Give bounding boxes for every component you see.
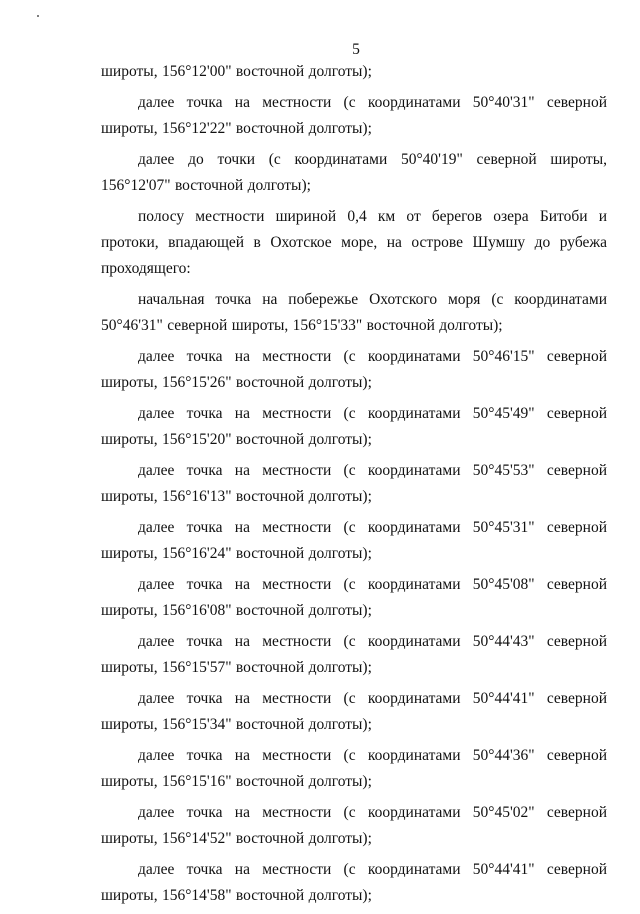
paragraph: далее точка на местности (с координатами 50°45'02" северной широты, 156°14'52" восточной долготы); — [101, 804, 607, 847]
paragraph: далее точка на местности (с координатами 50°44'41" северной широты, 156°15'34" восточной долготы); — [101, 690, 607, 733]
paragraph: далее точка на местности (с координатами 50°45'08" северной широты, 156°16'08" восточной долготы); — [101, 576, 607, 619]
paragraph: далее точка на местности (с координатами 50°45'31" северной широты, 156°16'24" восточной долготы); — [101, 519, 607, 562]
paragraph: далее точка на местности (с координатами 50°46'15" северной широты, 156°15'26" восточной долготы); — [101, 348, 607, 391]
paragraph: широты, 156°12'00" восточной долготы); — [101, 63, 372, 80]
paragraph: далее до точки (с координатами 50°40'19" северной широты, 156°12'07" восточной долготы); — [101, 151, 607, 194]
page-number: 5 — [352, 41, 360, 58]
scan-speck — [37, 15, 39, 17]
paragraph: далее точка на местности (с координатами 50°44'43" северной широты, 156°15'57" восточной долготы); — [101, 633, 607, 676]
paragraph: далее точка на местности (с координатами 50°44'41" северной широты, 156°14'58" восточной долготы); — [101, 861, 607, 904]
paragraph: начальная точка на побережье Охотского моря (с координатами 50°46'31" северной широты, 156°15'33" восточной долготы); — [101, 291, 607, 334]
document-body — [101, 59, 607, 914]
paragraph: далее точка на местности (с координатами 50°44'36" северной широты, 156°15'16" восточной долготы); — [101, 747, 607, 790]
paragraph: полосу местности шириной 0,4 км от берегов озера Битоби и протоки, впадающей в Охотское море, на острове Шумшу до рубежа проходящего: — [101, 208, 607, 277]
paragraph: далее точка на местности (с координатами 50°40'31" северной широты, 156°12'22" восточной долготы); — [101, 94, 607, 137]
paragraph: далее точка на местности (с координатами 50°45'53" северной широты, 156°16'13" восточной долготы); — [101, 462, 607, 505]
paragraph: далее точка на местности (с координатами 50°45'49" северной широты, 156°15'20" восточной долготы); — [101, 405, 607, 448]
